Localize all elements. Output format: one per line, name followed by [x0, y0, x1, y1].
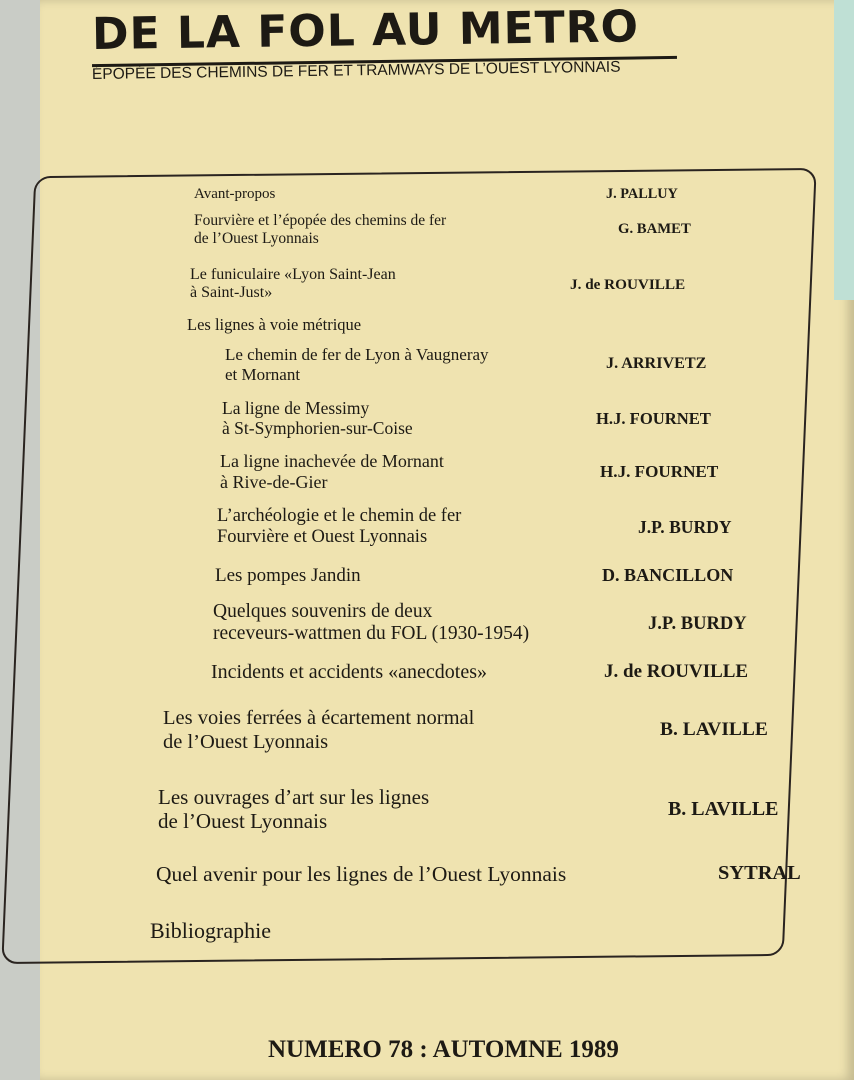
toc-author: J. PALLUY: [606, 186, 678, 202]
toc-title-line: Incidents et accidents «anecdotes»: [211, 661, 487, 683]
toc-title-line: et Mornant: [225, 364, 301, 384]
issue-footer: NUMERO 78 : AUTOMNE 1989: [268, 1036, 619, 1063]
toc-title-line: L’archéologie et le chemin de fer: [217, 506, 462, 526]
toc-entry-title: [194, 186, 275, 203]
toc-title-line: Les ouvrages d’art sur les lignes: [158, 785, 430, 809]
toc-title-line: Bibliographie: [150, 918, 271, 943]
toc-author: J. ARRIVETZ: [606, 355, 707, 372]
toc-entry-title: [220, 451, 444, 492]
toc-entry-title: [150, 918, 271, 943]
toc-entry-title: [225, 345, 489, 384]
toc-author: J. de ROUVILLE: [604, 661, 749, 682]
toc-title-line: Le chemin de fer de Lyon à Vaugneray: [225, 345, 489, 364]
toc-title-line: à Rive-de-Gier: [220, 471, 328, 492]
toc-entry-title: [163, 707, 474, 754]
toc-author: H.J. FOURNET: [600, 462, 719, 481]
toc-author: G. BAMET: [618, 221, 691, 237]
toc-title-line: Le funiculaire «Lyon Saint-Jean: [190, 266, 396, 283]
page-subtitle: ÉPOPÉE DES CHEMINS DE FER ET TRAMWAYS DE L’OUEST LYONNAIS: [91, 58, 621, 83]
toc-author: J.P. BURDY: [638, 517, 732, 537]
toc-entry-title: [158, 785, 429, 833]
toc-entry-title: [156, 862, 566, 887]
toc-title-line: La ligne de Messimy: [222, 398, 370, 418]
toc-entry-title: [213, 601, 529, 646]
toc-entry-title: [211, 661, 487, 684]
toc-title-line: à Saint-Just»: [190, 284, 273, 302]
toc-entry-title: [187, 316, 361, 335]
toc-entry-title: [222, 398, 413, 438]
toc-entry-title: [190, 266, 396, 303]
toc-title-line: Avant-propos: [194, 186, 276, 202]
toc-author: J. de ROUVILLE: [570, 276, 686, 293]
toc-title-line: de l’Ouest Lyonnais: [163, 730, 329, 753]
toc-author: J.P. BURDY: [648, 613, 747, 634]
toc-title-line: à St-Symphorien-sur-Coise: [222, 418, 413, 439]
toc-author: B. LAVILLE: [660, 719, 768, 740]
toc-title-line: Les pompes Jandin: [215, 565, 361, 586]
toc-title-line: Les voies ferrées à écartement normal: [163, 707, 475, 729]
toc-title-line: Les lignes à voie métrique: [187, 315, 362, 334]
toc-author: H.J. FOURNET: [596, 409, 711, 428]
toc-entry-title: [217, 506, 461, 549]
toc-title-line: Fourvière et Ouest Lyonnais: [217, 527, 428, 548]
toc-author: D. BANCILLON: [602, 565, 734, 585]
toc-author: B. LAVILLE: [668, 798, 779, 820]
toc-title-line: de l’Ouest Lyonnais: [194, 229, 319, 247]
toc-author: SYTRAL: [718, 862, 801, 884]
page-title: DE LA FOL AU METRO: [91, 1, 640, 60]
toc-title-line: Quelques souvenirs de deux: [213, 601, 433, 622]
toc-entry-title: [215, 565, 361, 587]
toc-title-line: de l’Ouest Lyonnais: [158, 809, 328, 834]
toc-title-line: La ligne inachevée de Mornant: [220, 451, 444, 471]
toc-title-line: Quel avenir pour les lignes de l’Ouest Lyonnais: [156, 862, 567, 886]
toc-title-line: Fourvière et l’épopée des chemins de fer: [194, 212, 447, 229]
toc-title-line: receveurs-wattmen du FOL (1930-1954): [213, 623, 530, 645]
toc-entry-title: [194, 212, 446, 248]
